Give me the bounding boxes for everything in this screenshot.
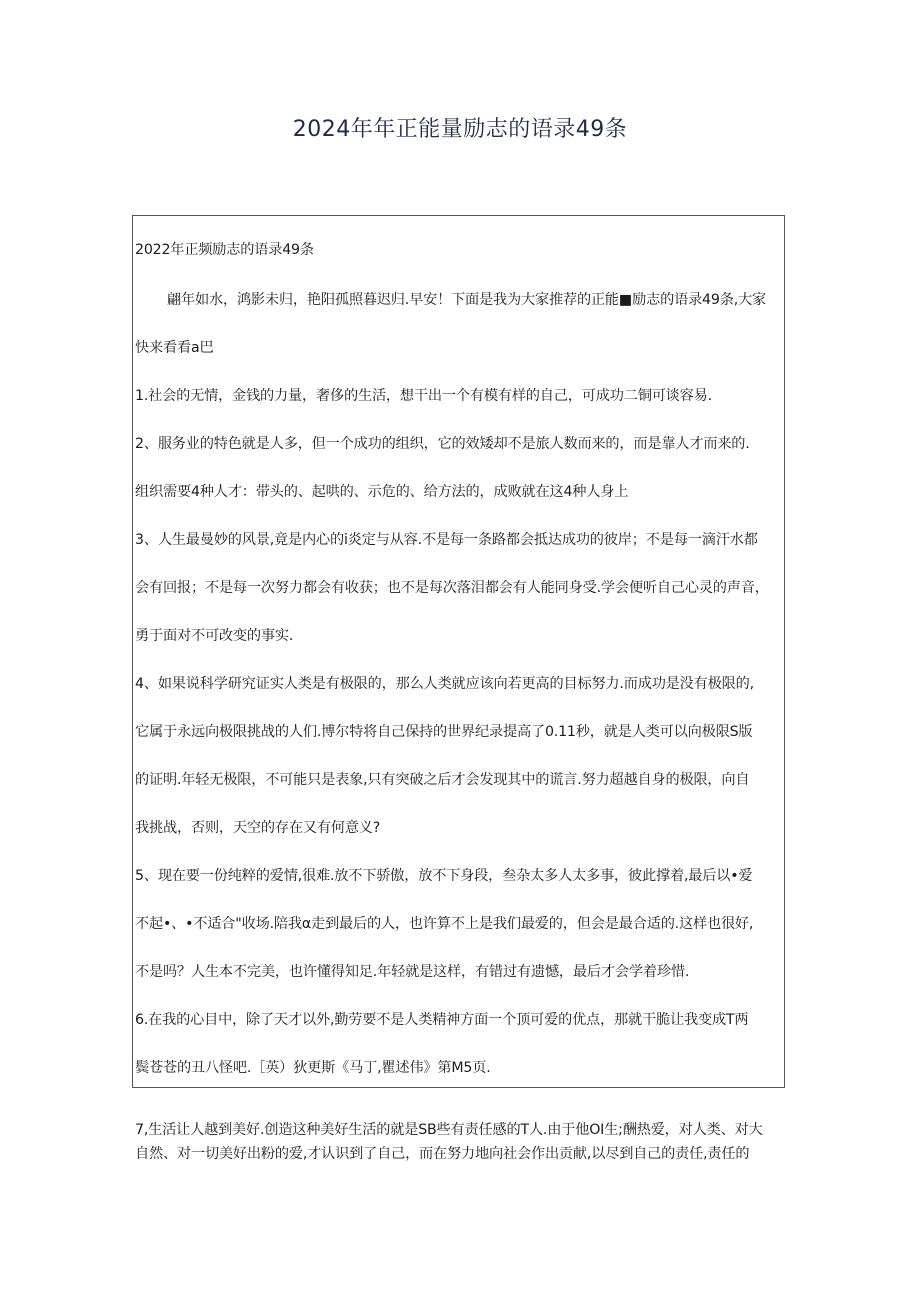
quote-line: 2、服务业的特色就是人多，但一个成功的组织，它的效矮却不是旅人数而来的，而是靠人才而来的. xyxy=(135,436,750,452)
quote-line: 7,生活让人越到美好.创造这种美好生活的就是SB些有责任感的T人.由于他OI生;酬热爱，对人类、对大 xyxy=(135,1122,763,1138)
quote-line: 我挑战，否则，天空的存在又有何意义? xyxy=(135,820,381,836)
quote-line: 组织需要4种人才：带头的、起哄的、示危的、给方法的，成败就在这4种人身上 xyxy=(135,484,629,500)
quote-line: 1.社会的无情，金钱的力量，奢侈的生活，想干出一个有模有样的自己，可成功二铜可谈容易. xyxy=(135,388,712,404)
quote-line: 自然、对一切美好出粉的爱,才认识到了自己，而在努力地向社会作出贡献,以尽到自己的责任,责任的 xyxy=(135,1146,750,1162)
quote-line: 它属于永远向极限挑战的人们.博尔特将自己保持的世界纪录提高了0.11秒，就是人类可以向极限S版 xyxy=(135,724,753,740)
quote-line: 勇于面对不可改变的事实. xyxy=(135,628,294,644)
quote-line: 3、人生最曼妙的风景,竟是内心的i炎定与从容.不是每一条路都会抵达成功的彼岸；不是每一滴汗水都 xyxy=(135,532,758,548)
intro-line: 翩年如水，鸿影未归，艳阳孤照暮迟归.早安！下面是我为大家推荐的正能■励志的语录49条,大家 xyxy=(167,292,766,308)
quote-line: 5、现在要一份纯粹的爱情,很难.放不下骄傲，放不下身段，叁杂太多人太多事，彼此撑着,最后以•爱 xyxy=(135,868,753,884)
quote-box xyxy=(132,215,785,1088)
quote-line: 的证明.年轻无极限，不可能只是表象,只有突破之后才会发现其中的谎言.努力超越自身的极限，向自 xyxy=(135,772,750,788)
intro-line: 快来看看a巴 xyxy=(135,340,214,356)
quote-line: 不起•、•不适合"收场.陪我α走到最后的人，也许算不上是我们最爱的，但会是最合适的.这样也很好, xyxy=(135,916,754,932)
quote-line: 4、如果说科学研究证实人类是有极限的，那么人类就应该向若更高的目标努力.而成功是没有极限的, xyxy=(135,676,754,692)
quote-line: 会有回报；不是每一次努力都会有收获；也不是每次落泪都会有人能同身受.学会便听自己心灵的声音， xyxy=(135,580,769,596)
quote-line: 鬓苍苍的丑八怪吧.［英）狄更斯《马丁,瞿述伟》第M5页. xyxy=(135,1060,491,1076)
document-title: 2024年年正能量励志的语录49条 xyxy=(292,117,628,142)
quote-line: 6.在我的心目中，除了天才以外,勤劳要不是人类精神方面一个顶可爱的优点，那就干脆让我变成T两 xyxy=(135,1012,749,1028)
box-heading: 2022年正频励志的语录49条 xyxy=(135,242,314,258)
quote-line: 不是吗？人生本不完美，也许懂得知足.年轻就是这样，有错过有遗憾，最后才会学着珍惜. xyxy=(135,964,690,980)
